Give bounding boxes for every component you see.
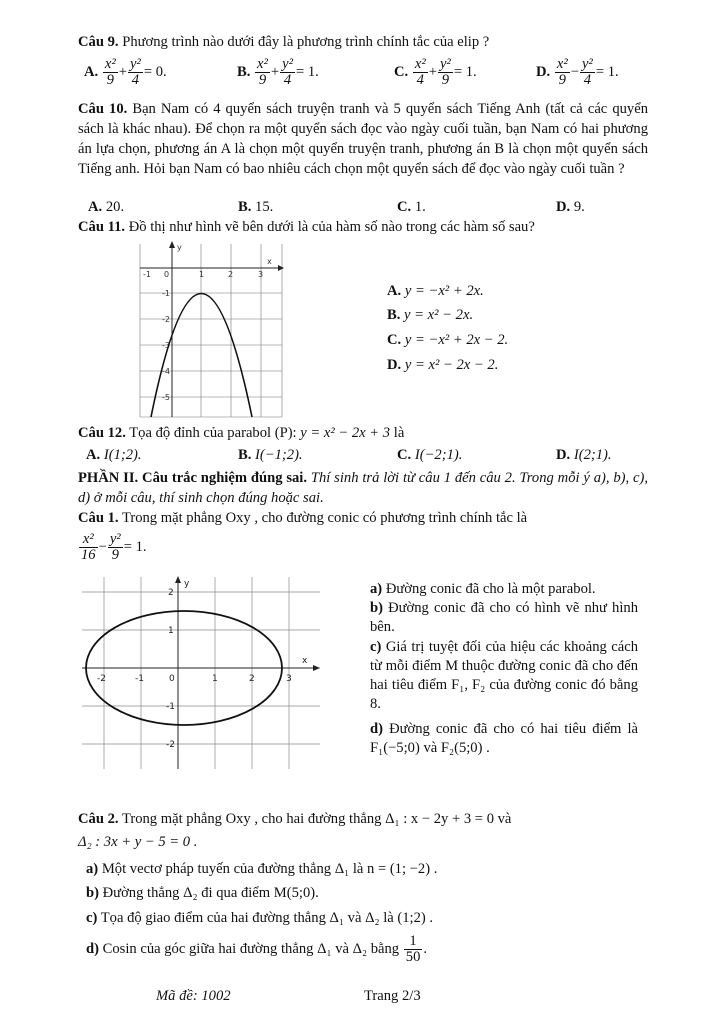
item-tag: c) (86, 910, 98, 926)
item-tag: d) (370, 721, 383, 737)
option-letter: A. (387, 283, 402, 299)
y-tick-label: -2 (166, 740, 175, 750)
exam-code: Mã đề: 1002 (156, 988, 231, 1004)
x-tick-label: 2 (249, 674, 255, 684)
option-value: y = −x² + 2x. (404, 283, 484, 299)
q12-option-c[interactable] (397, 447, 462, 464)
frac-num: y² (439, 56, 451, 72)
question-text: Bạn Nam có 4 quyển sách truyện tranh và 5 quyển sách Tiếng Anh (tất cả các quyển sách là khác nhau). Để chọn ra một quyển sách đọc vào ngày cuối tuần, bạn Nam có hai phương án lựa chọn, phương án A là chọn một quyển truyện tranh, phương án B là chọn một quyển sách Tiếng anh. Hỏi bạn Nam có bao nhiêu cách chọn một quyển sách để đọc vào ngày cuối tuần ? (78, 101, 649, 177)
frac-den: 9 (106, 72, 114, 89)
q9-option-a[interactable] (84, 57, 167, 89)
option-letter: A. (88, 199, 103, 215)
option-value: 1. (414, 199, 426, 215)
question-text: Trong mặt phẳng Oxy , cho hai đường thẳng Δ₁ : x − 2y + 3 = 0 và (121, 811, 512, 827)
frac-num: y² (282, 56, 293, 72)
y-tick-label: -4 (162, 367, 170, 376)
question-label: Câu 9. (78, 34, 119, 50)
p2q1-item-a (370, 580, 638, 599)
option-letter: D. (556, 199, 571, 215)
p2q2-item-c (86, 910, 433, 927)
question-11 (78, 219, 535, 236)
frac-den: 9 (258, 72, 267, 89)
option-value: 20. (105, 199, 125, 215)
frac-num: x² (104, 56, 116, 72)
item-text: Đường thẳng Δ₂ đi qua điểm M(5;0). (102, 885, 319, 901)
option-letter: A. (86, 447, 101, 463)
option-value: y = −x² + 2x − 2. (404, 332, 509, 348)
frac-num: y² (581, 56, 593, 72)
p2-question-1 (78, 510, 527, 527)
question-text-end: là (393, 425, 405, 441)
option-letter: D. (556, 447, 571, 463)
part2-header (78, 468, 648, 508)
option-letter: C. (394, 64, 409, 81)
x-tick-label: 3 (286, 674, 292, 684)
item-end: . (423, 941, 428, 958)
operator: + (118, 64, 127, 81)
rhs: = 0. (143, 64, 167, 81)
x-axis-label: x (302, 656, 308, 666)
item-text: Giá trị tuyệt đối của hiệu các khoảng cách từ mỗi điểm M thuộc đường conic đã cho đến hai tiêu điểm F₁, F₂ của đường conic đó bằng 8. (370, 639, 638, 712)
ellipse-graph (80, 575, 322, 771)
operator: − (98, 539, 107, 556)
y-tick-label: -1 (166, 702, 175, 712)
q9-option-c[interactable] (394, 57, 477, 89)
equation: y = x² − 2x + 3 (300, 425, 391, 441)
frac-den: 16 (81, 547, 96, 564)
y-tick-label: 1 (168, 626, 174, 636)
option-letter: A. (84, 64, 99, 81)
x-tick-label: 1 (199, 270, 205, 279)
option-letter: B. (387, 307, 401, 323)
option-letter: C. (397, 199, 412, 215)
frac-num: x² (414, 56, 426, 72)
frac-den: 9 (441, 72, 450, 89)
option-letter: D. (536, 64, 551, 81)
frac-num: y² (129, 56, 141, 72)
option-value: y = x² − 2x − 2. (404, 357, 499, 373)
y-tick-label: -5 (162, 393, 170, 402)
option-letter: C. (387, 332, 402, 348)
rhs: = 1. (453, 64, 477, 81)
q12-option-d[interactable] (556, 447, 612, 464)
q10-option-c[interactable] (397, 199, 426, 216)
frac-num: x² (79, 532, 98, 548)
item-tag: d) (86, 941, 99, 958)
conic-equation (78, 532, 147, 564)
question-label: Câu 10. (78, 101, 128, 117)
item-tag: a) (370, 581, 383, 597)
item-tag: c) (370, 639, 382, 655)
operator: + (428, 64, 437, 81)
frac-den: 4 (583, 72, 592, 89)
p2q2-item-b (86, 885, 319, 902)
q11-option-d[interactable] (387, 357, 498, 374)
operator: + (270, 64, 280, 81)
q10-option-a[interactable] (88, 199, 124, 216)
option-value: 15. (255, 199, 274, 215)
q11-option-c[interactable] (387, 332, 508, 349)
q10-option-b[interactable] (238, 199, 273, 216)
item-text: Đường conic đã cho có hình vẽ như hình bên. (370, 600, 639, 635)
x-tick-label: 0 (164, 270, 170, 279)
question-9 (78, 34, 489, 51)
p2q1-item-b (370, 599, 638, 637)
question-label: Câu 12. (78, 425, 126, 441)
option-value: I(2;1). (573, 447, 612, 463)
y-tick-label: 2 (168, 588, 174, 598)
question-text: Trong mặt phẳng Oxy , cho đường conic có phương trình chính tắc là (121, 510, 528, 526)
question-text: Đồ thị như hình vẽ bên dưới là của hàm số nào trong các hàm số sau? (128, 219, 535, 235)
frac-den: 50 (405, 949, 421, 966)
question-12 (78, 425, 404, 442)
q11-option-b[interactable] (387, 307, 473, 324)
question-text: Phương trình nào dưới đây là phương trình chính tắc của elip ? (122, 34, 490, 50)
option-letter: B. (238, 199, 252, 215)
y-axis-label: y (184, 579, 190, 589)
x-tick-label: 1 (212, 674, 218, 684)
x-tick-label: -1 (143, 270, 151, 279)
option-letter: B. (237, 64, 251, 81)
option-value: y = x² − 2x. (404, 307, 474, 323)
y-tick-label: -1 (162, 289, 170, 298)
frac-num: 1 (404, 934, 423, 950)
x-axis-label: x (267, 257, 272, 266)
frac-den: 4 (131, 72, 140, 89)
frac-den: 4 (283, 72, 292, 89)
line-delta2: Δ₂ : 3x + y − 5 = 0 . (78, 834, 198, 850)
option-value: I(−1;2). (255, 447, 303, 463)
section-heading: PHẦN II. Câu trắc nghiệm đúng sai. (78, 470, 308, 486)
frac-den: 4 (416, 72, 424, 89)
option-letter: B. (238, 447, 252, 463)
frac-num: x² (257, 56, 268, 72)
p2q2-item-d (86, 934, 427, 966)
p2-question-2 (78, 811, 511, 828)
p2q1-item-c (370, 638, 638, 714)
rhs: = 1. (296, 64, 319, 81)
option-value: I(1;2). (103, 447, 142, 463)
x-tick-label: 0 (169, 674, 175, 684)
x-tick-label: 3 (258, 270, 264, 279)
item-text: Một vectơ pháp tuyến của đường thẳng Δ₁ là n = (1; −2) . (101, 861, 438, 877)
page-number: Trang 2/3 (364, 988, 421, 1004)
x-tick-label: -1 (135, 674, 144, 684)
item-text: Tọa độ giao điểm của hai đường thẳng Δ₁ và Δ₂ là (1;2) . (100, 910, 434, 926)
p2q2-item-a (86, 861, 437, 878)
frac-den: 9 (111, 547, 119, 564)
p2q1-item-d (370, 720, 638, 758)
rhs: = 1. (595, 64, 619, 81)
operator: − (570, 64, 579, 81)
question-label: Câu 2. (78, 811, 119, 827)
frac-den: 9 (558, 72, 566, 89)
section-instruction: Thí sinh trả lời từ câu 1 đến câu 2. Trong mỗi ý a), b), c), d) ở mỗi câu, thí sinh chọn đúng hoặc sai. (78, 470, 648, 506)
q9-option-d[interactable] (536, 57, 619, 89)
parabola-graph (136, 240, 286, 420)
x-tick-label: -2 (97, 674, 106, 684)
item-text: Đường conic đã cho là một parabol. (385, 581, 596, 597)
question-label: Câu 11. (78, 219, 126, 235)
q12-option-b[interactable] (238, 447, 303, 464)
question-10 (78, 99, 648, 179)
item-text: Cosin của góc giữa hai đường thẳng Δ₁ và Δ₂ bằng (102, 941, 400, 958)
frac-num: y² (109, 531, 121, 547)
rhs: = 1. (123, 539, 147, 556)
item-text: Đường conic đã cho có hai tiêu điểm là F₁(−5;0) và F₂(5;0) . (370, 721, 638, 756)
item-tag: a) (86, 861, 99, 877)
option-letter: D. (387, 357, 402, 373)
question-label: Câu 1. (78, 510, 119, 526)
y-tick-label: -3 (162, 341, 170, 350)
q9-option-b[interactable] (237, 57, 319, 89)
q11-option-a[interactable] (387, 283, 484, 300)
frac-num: x² (556, 56, 568, 72)
y-axis-label: y (177, 243, 182, 252)
x-tick-label: 2 (228, 270, 234, 279)
q12-option-a[interactable] (86, 447, 142, 464)
item-tag: b) (86, 885, 99, 901)
option-value: 9. (573, 199, 585, 215)
y-tick-label: -2 (162, 315, 170, 324)
option-letter: C. (397, 447, 412, 463)
option-value: I(−2;1). (414, 447, 463, 463)
q10-option-d[interactable] (556, 199, 585, 216)
question-text: Tọa độ đỉnh của parabol (P): (129, 425, 297, 441)
item-tag: b) (370, 600, 383, 616)
